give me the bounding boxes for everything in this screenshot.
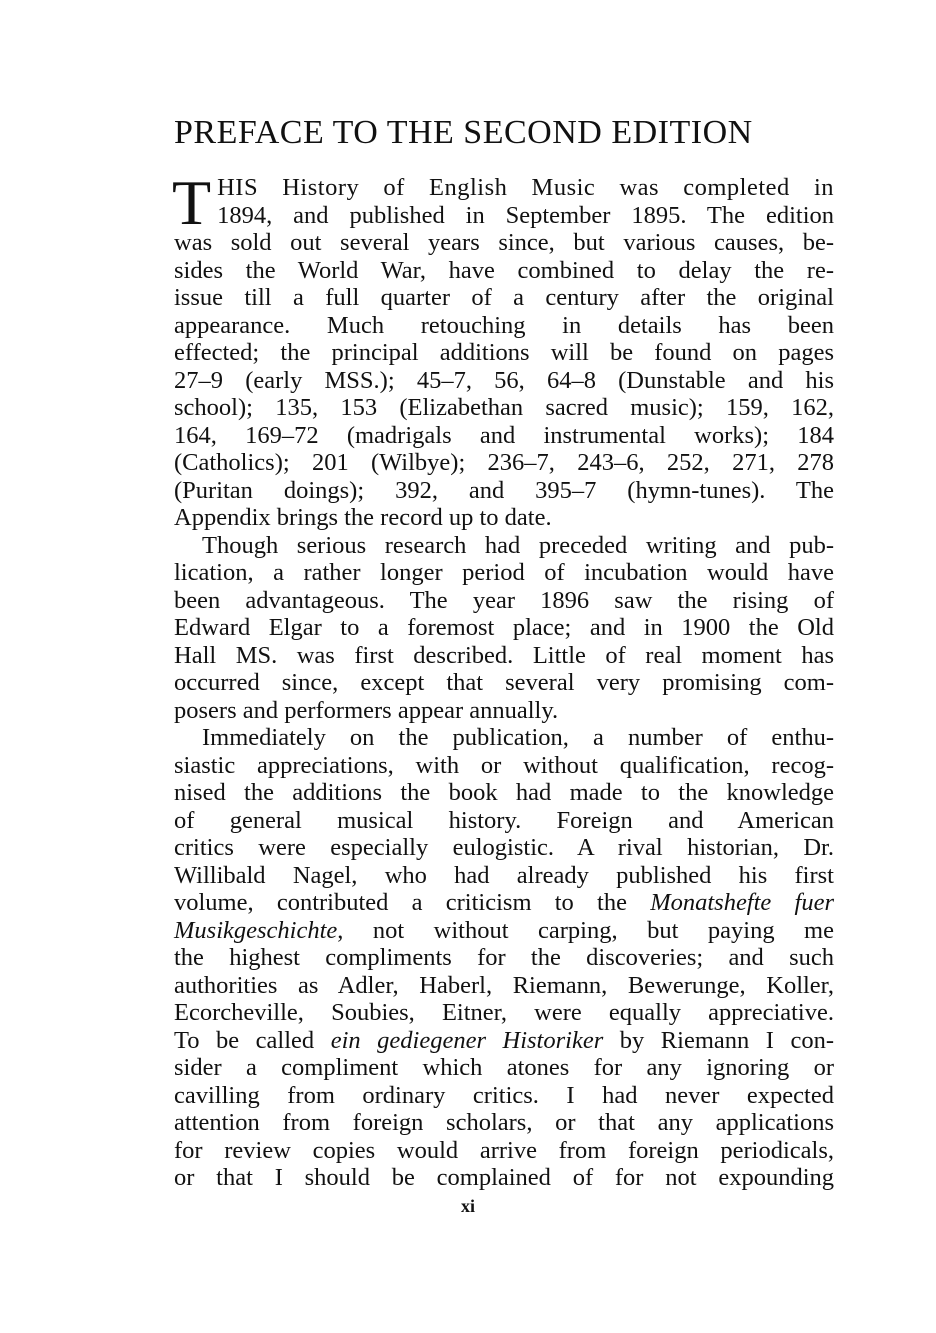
- text-line: Appendix brings the record up to date.: [174, 504, 552, 531]
- text-line: or that I should be complained of for not expounding: [174, 1164, 834, 1191]
- italic-title: Musikgeschichte: [174, 916, 338, 944]
- text-line: Immediately on the publication, a number of enthu-: [202, 724, 834, 751]
- text-line: of general musical history. Foreign and American: [174, 806, 834, 834]
- text-line: authorities as Adler, Haberl, Riemann, Bewerunge, Koller,: [174, 971, 834, 999]
- text-line: for review copies would arrive from foreign periodicals,: [174, 1136, 834, 1164]
- text-line: siastic appreciations, with or without qualification, recog-: [174, 751, 834, 779]
- text-line: appearance. Much retouching in details has been: [174, 311, 834, 339]
- text-line: lication, a rather longer period of incubation would have: [174, 559, 834, 586]
- text-line: [174, 889, 834, 917]
- text-line: attention from foreign scholars, or that any applications: [174, 1109, 834, 1136]
- italic-title: Monatshefte fuer: [650, 889, 834, 916]
- text-run: by Riemann I con-: [603, 1026, 834, 1054]
- text-line: been advantageous. The year 1896 saw the rising of: [174, 586, 834, 614]
- text-line: 27–9 (early MSS.); 45–7, 56, 64–8 (Dunstable and his: [174, 366, 834, 394]
- text-run: To be called: [174, 1026, 331, 1054]
- text-line: 1894, and published in September 1895. The edition: [217, 201, 834, 229]
- text-line: Edward Elgar to a foremost place; and in 1900 the Old: [174, 614, 834, 641]
- paragraph-1: [172, 167, 834, 532]
- italic-phrase: ein gediegener Historiker: [330, 1026, 604, 1054]
- text-line: Hall MS. was first described. Little of real moment has: [174, 641, 834, 669]
- text-line: nised the additions the book had made to the knowledge: [174, 779, 834, 806]
- text-line: school); 135, 153 (Elizabethan sacred music); 159, 162,: [174, 394, 834, 421]
- text-line: effected; the principal additions will be found on pages: [174, 339, 834, 366]
- page: [174, 110, 834, 1192]
- text-line: [174, 1027, 834, 1055]
- text-line: the highest compliments for the discoveries; and such: [174, 944, 834, 971]
- drop-cap: T: [172, 167, 212, 238]
- text-line: HIS History of English Music was completed in: [217, 174, 834, 201]
- text-line: posers and performers appear annually.: [174, 696, 559, 724]
- paragraph-2: [174, 532, 834, 725]
- text-run: volume, contributed a criticism to the: [174, 889, 651, 916]
- text-line: critics were especially eulogistic. A rival historian, Dr.: [174, 834, 834, 861]
- text-line: 164, 169–72 (madrigals and instrumental works); 184: [174, 421, 834, 449]
- text-line: Though serious research had preceded writing and pub-: [202, 531, 834, 559]
- text-run: , not without carping, but paying me: [337, 916, 834, 944]
- page-number: xi: [460, 1196, 475, 1216]
- text-line: (Puritan doings); 392, and 395–7 (hymn-tunes). The: [174, 476, 834, 504]
- text-line: issue till a full quarter of a century after the original: [174, 284, 834, 311]
- text-line: cavilling from ordinary critics. I had never expected: [174, 1081, 834, 1109]
- text-line: was sold out several years since, but various causes, be-: [174, 229, 834, 256]
- text-line: Ecorcheville, Soubies, Eitner, were equally appreciative.: [174, 999, 834, 1026]
- body-text: [172, 167, 834, 1192]
- text-line: [174, 917, 834, 945]
- text-line: sider a compliment which atones for any ignoring or: [174, 1054, 834, 1081]
- text-line: Willibald Nagel, who had already published his first: [174, 861, 834, 889]
- paragraph-3: [174, 724, 834, 1192]
- text-line: occurred since, except that several very promising com-: [174, 669, 834, 696]
- page-title: PREFACE TO THE SECOND EDITION: [174, 114, 753, 151]
- text-line: sides the World War, have combined to delay the re-: [174, 256, 834, 284]
- text-line: (Catholics); 201 (Wilbye); 236–7, 243–6, 252, 271, 278: [174, 449, 834, 476]
